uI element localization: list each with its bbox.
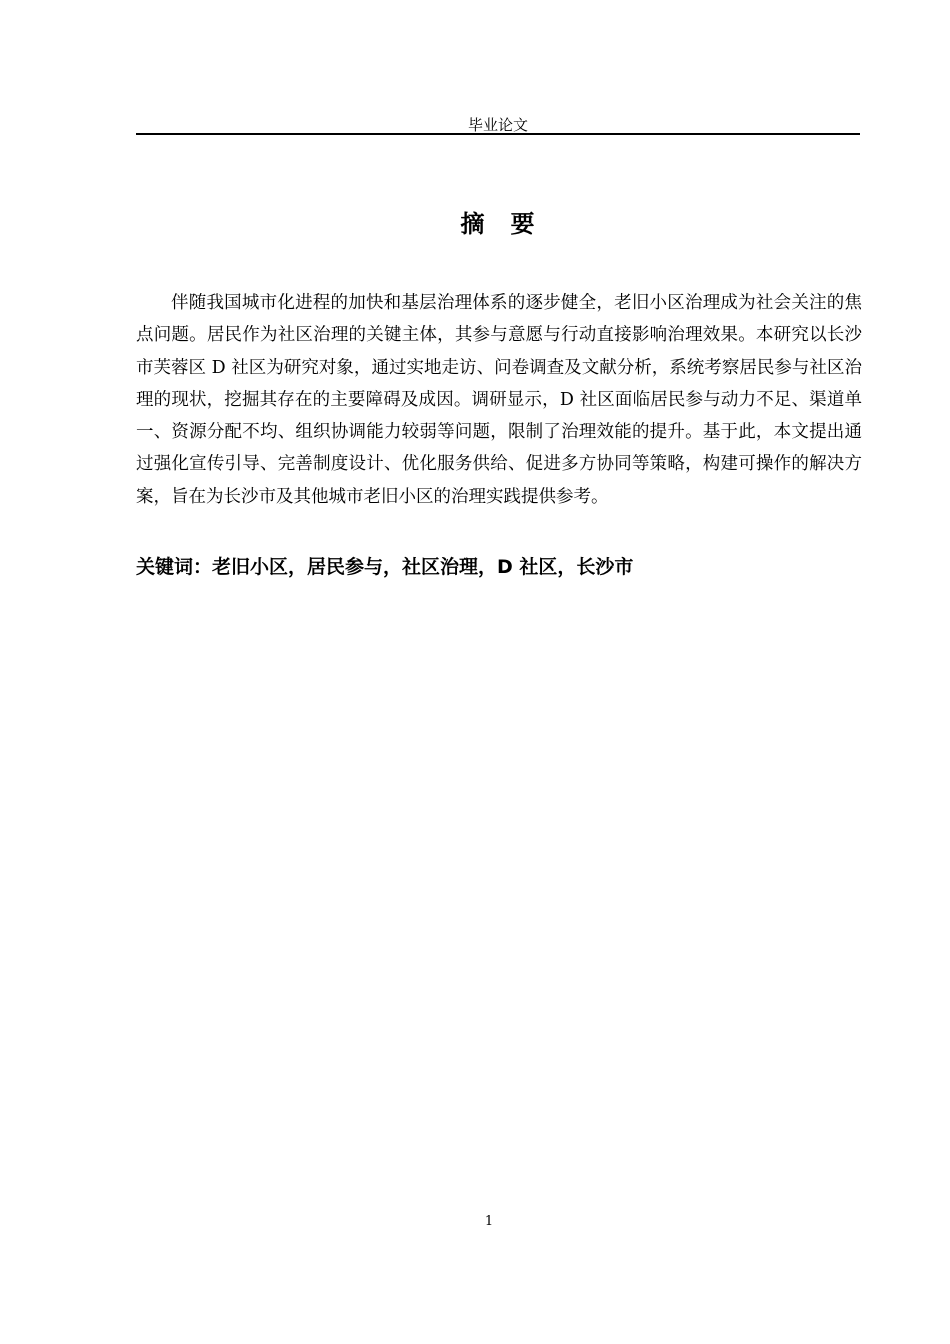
abstract-paragraph: 伴随我国城市化进程的加快和基层治理体系的逐步健全，老旧小区治理成为社会关注的焦点问题。居民作为社区治理的关键主体，其参与意愿与行动直接影响治理效果。本研究以长沙市芙蓉区 D 社区为研究对象，通过实地走访、问卷调查及文献分析，系统考察居民参与社区治理的现状，挖掘其存在的主要障碍及成因。调研显示，D 社区面临居民参与动力不足、渠道单一、资源分配不均、组织协调能力较弱等问题，限制了治理效能的提升。基于此，本文提出通过强化宣传引导、完善制度设计、优化服务供给、促进多方协同等策略，构建可操作的解决方案，旨在为长沙市及其他城市老旧小区的治理实践提供参考。 bbox=[136, 293, 862, 507]
keywords-line: 关键词：老旧小区，居民参与，社区治理，D 社区，长沙市 bbox=[136, 556, 634, 578]
header-divider bbox=[136, 133, 860, 135]
abstract-heading: 摘 要 bbox=[460, 210, 536, 238]
page-number: 1 bbox=[484, 1214, 494, 1229]
running-header: 毕业论文 bbox=[467, 116, 528, 134]
